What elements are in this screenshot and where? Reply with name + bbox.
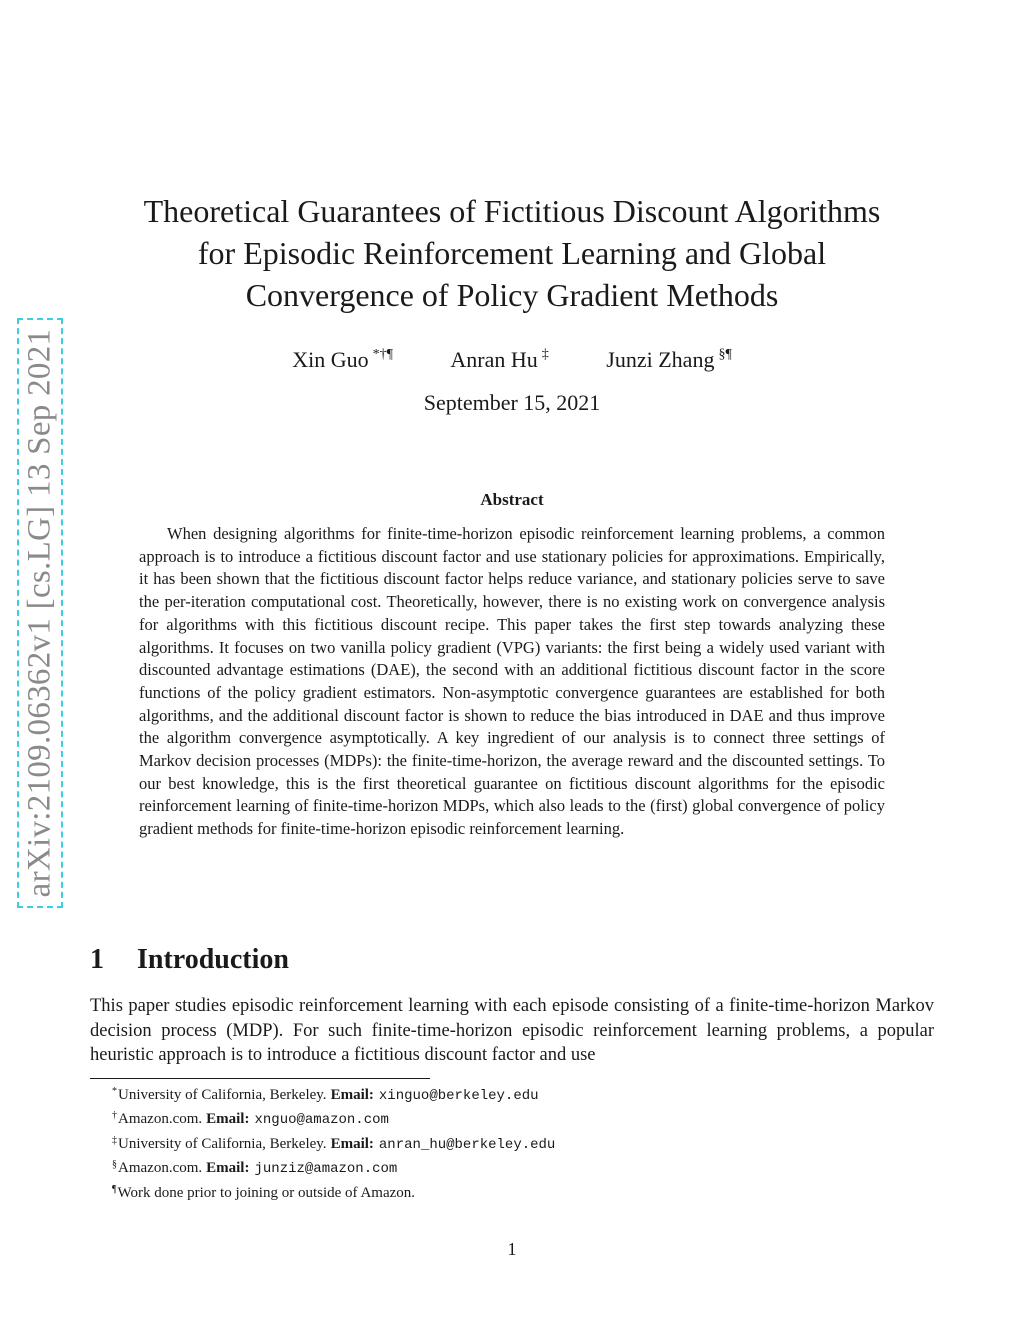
email-address: xinguo@berkeley.edu — [378, 1088, 539, 1104]
section-title: Introduction — [137, 944, 289, 975]
footnotes — [112, 1082, 812, 1203]
footnote-mark: § — [112, 1159, 117, 1171]
footnote-3 — [112, 1131, 812, 1155]
author-xin-guo — [292, 340, 393, 375]
footnote-text: Amazon.com. — [118, 1160, 203, 1177]
author-affiliation-marks: §¶ — [718, 347, 732, 362]
abstract-text: When designing algorithms for finite-time-horizon episodic reinforcement learning problems, a common approach is to introduce a fictitious discount factor and use stationary policies for approximations. Empirically, it has been shown that the fictitious discount factor helps reduce variance, and stationary policies serve to save the per-iteration computational cost. Theoretically, however, there is no existing work on convergence analysis for algorithms with this fictitious discount recipe. This paper takes the first step towards analyzing these algorithms. It focuses on two vanilla policy gradient (VPG) variants: the first being a widely used variant with discounted advantage estimations (DAE), the second with an additional fictitious discount factor in the score functions of the policy gradient estimators. Non-asymptotic convergence guarantees are established for both algorithms, and the additional discount factor is shown to reduce the bias introduced in DAE and thus improve the algorithm convergence asymptotically. A key ingredient of our analysis is to connect three settings of Markov decision processes (MDPs): the finite-time-horizon, the average reward and the discounted settings. To our best knowledge, this is the first theoretical guarantee on fictitious discount algorithms for the episodic reinforcement learning of finite-time-horizon MDPs, which also leads to the (first) global convergence of policy gradient methods for finite-time-horizon episodic reinforcement learning. — [139, 524, 885, 839]
author-anran-hu — [450, 340, 548, 375]
footnote-mark: ‡ — [112, 1134, 117, 1146]
author-name: Junzi Zhang — [606, 347, 715, 372]
author-name: Anran Hu — [450, 347, 538, 372]
section-heading-introduction — [90, 941, 289, 979]
footnote-5 — [112, 1180, 812, 1203]
author-name: Xin Guo — [292, 347, 369, 372]
email-label: Email: — [330, 1087, 374, 1103]
footnote-mark: ¶ — [112, 1183, 117, 1195]
introduction-paragraph: This paper studies episodic reinforcement learning with each episode consisting of a finite-time-horizon Markov decision process (MDP). For such finite-time-horizon episodic reinforcement learning problems, a popular heuristic approach is to introduce a fictitious discount factor and use — [90, 996, 934, 1066]
footnote-divider — [90, 1078, 430, 1079]
arxiv-identifier-text: arXiv:2109.06362v1 [cs.LG] 13 Sep 2021 — [21, 328, 58, 898]
footnote-text: University of California, Berkeley. — [118, 1135, 327, 1152]
footnote-2 — [112, 1106, 812, 1130]
title-line-2: for Episodic Reinforcement Learning and Global — [197, 235, 827, 271]
footnote-text: Work done prior to joining or outside of Amazon. — [117, 1184, 416, 1201]
title-line-3: Convergence of Policy Gradient Methods — [245, 277, 779, 313]
author-affiliation-marks: ‡ — [541, 347, 549, 362]
email-label: Email: — [206, 1160, 250, 1177]
publication-date: September 15, 2021 — [423, 390, 601, 415]
footnote-mark: * — [112, 1086, 117, 1097]
email-address: junziz@amazon.com — [254, 1161, 398, 1178]
footnote-text: University of California, Berkeley. — [118, 1087, 327, 1103]
email-address: anran_hu@berkeley.edu — [378, 1136, 556, 1153]
author-junzi-zhang — [606, 340, 732, 375]
arxiv-identifier-stamp — [17, 318, 63, 908]
page-number: 1 — [507, 1239, 517, 1259]
author-affiliation-marks: *†¶ — [372, 347, 393, 362]
footnote-4 — [112, 1155, 812, 1179]
author-list — [90, 340, 934, 375]
email-label: Email: — [330, 1135, 374, 1152]
footnote-mark: † — [112, 1110, 117, 1122]
footnote-text: Amazon.com. — [118, 1111, 203, 1128]
section-number: 1 — [90, 944, 104, 975]
email-label: Email: — [206, 1111, 250, 1128]
abstract-heading: Abstract — [480, 490, 544, 509]
title-line-1: Theoretical Guarantees of Fictitious Discount Algorithms — [143, 193, 881, 229]
footnote-1 — [112, 1082, 812, 1106]
email-address: xnguo@amazon.com — [254, 1112, 389, 1129]
paper-title — [90, 190, 934, 316]
